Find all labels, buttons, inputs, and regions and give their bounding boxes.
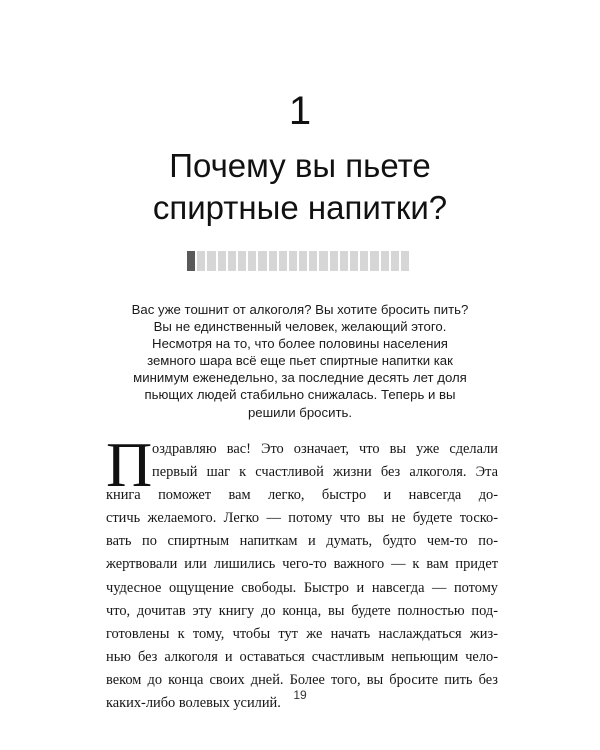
body-line: оздравляю вас! Это означает, что вы уже сделали	[152, 441, 498, 457]
body-line: что, дочитав эту книгу до конца, вы будете полностью под-	[106, 602, 498, 619]
progress-segment-empty	[319, 251, 327, 271]
progress-segment-empty	[238, 251, 246, 271]
intro-line: земного шара всё еще пьет спиртные напитки как	[147, 353, 453, 369]
body-line: каких-либо волевых усилий.	[106, 695, 281, 712]
progress-segment-empty	[360, 251, 368, 271]
chapter-progress-bar	[187, 251, 409, 271]
body-line: вать по спиртным напиткам и думать, будто чем-то по-	[106, 533, 498, 550]
chapter-title	[0, 145, 600, 229]
progress-segment-empty	[391, 251, 399, 271]
body-text	[106, 429, 498, 715]
chapter-intro	[100, 301, 500, 421]
page-number: 19	[293, 688, 307, 702]
progress-segment-empty	[370, 251, 378, 271]
progress-segment-filled	[187, 251, 195, 271]
progress-segment-empty	[269, 251, 277, 271]
chapter-title-line: спиртные напитки?	[152, 189, 448, 226]
body-line: чудесное ощущение свободы. Быстро и навсегда — потому	[106, 579, 498, 596]
progress-segment-empty	[350, 251, 358, 271]
body-line: веком до конца своих дней. Более того, вы бросите пить без	[106, 671, 498, 688]
intro-line: пьющих людей стабильно снижалась. Теперь и вы	[144, 387, 456, 403]
progress-segment-empty	[289, 251, 297, 271]
progress-segment-empty	[309, 251, 317, 271]
body-line: готовлены к тому, чтобы тут же начать наслаждаться жиз-	[106, 625, 498, 642]
progress-segment-empty	[228, 251, 236, 271]
progress-segment-empty	[248, 251, 256, 271]
body-line: нью без алкоголя и оставаться счастливым непьющим чело-	[106, 648, 498, 665]
body-line: жертвовали или лишились чего-то важного — к вам придет	[106, 556, 498, 573]
progress-segment-empty	[258, 251, 266, 271]
progress-segment-empty	[218, 251, 226, 271]
chapter-title-line: Почему вы пьете	[169, 147, 431, 184]
intro-line: решили бросить.	[247, 404, 353, 420]
progress-segment-empty	[381, 251, 389, 271]
intro-line: минимум еженедельно, за последние десять лет доля	[133, 370, 467, 386]
intro-line: Вас уже тошнит от алкоголя? Вы хотите бросить пить?	[131, 302, 469, 317]
drop-cap: П	[106, 429, 153, 500]
progress-segment-empty	[401, 251, 409, 271]
body-line: стичь желаемого. Легко — потому что вы не будете тоско-	[106, 510, 498, 527]
chapter-number: 1	[288, 89, 312, 133]
progress-segment-empty	[197, 251, 205, 271]
body-line: первый шаг к счастливой жизни без алкоголя. Эта	[152, 464, 498, 481]
intro-line: Несмотря на то, что более половины населения	[152, 336, 448, 352]
progress-segment-empty	[279, 251, 287, 271]
intro-line: Вы не единственный человек, желающий этого.	[153, 319, 447, 335]
progress-segment-empty	[299, 251, 307, 271]
body-line: книга поможет вам легко, быстро и навсегда до-	[106, 487, 498, 504]
progress-segment-empty	[340, 251, 348, 271]
progress-segment-empty	[330, 251, 338, 271]
progress-segment-empty	[207, 251, 215, 271]
